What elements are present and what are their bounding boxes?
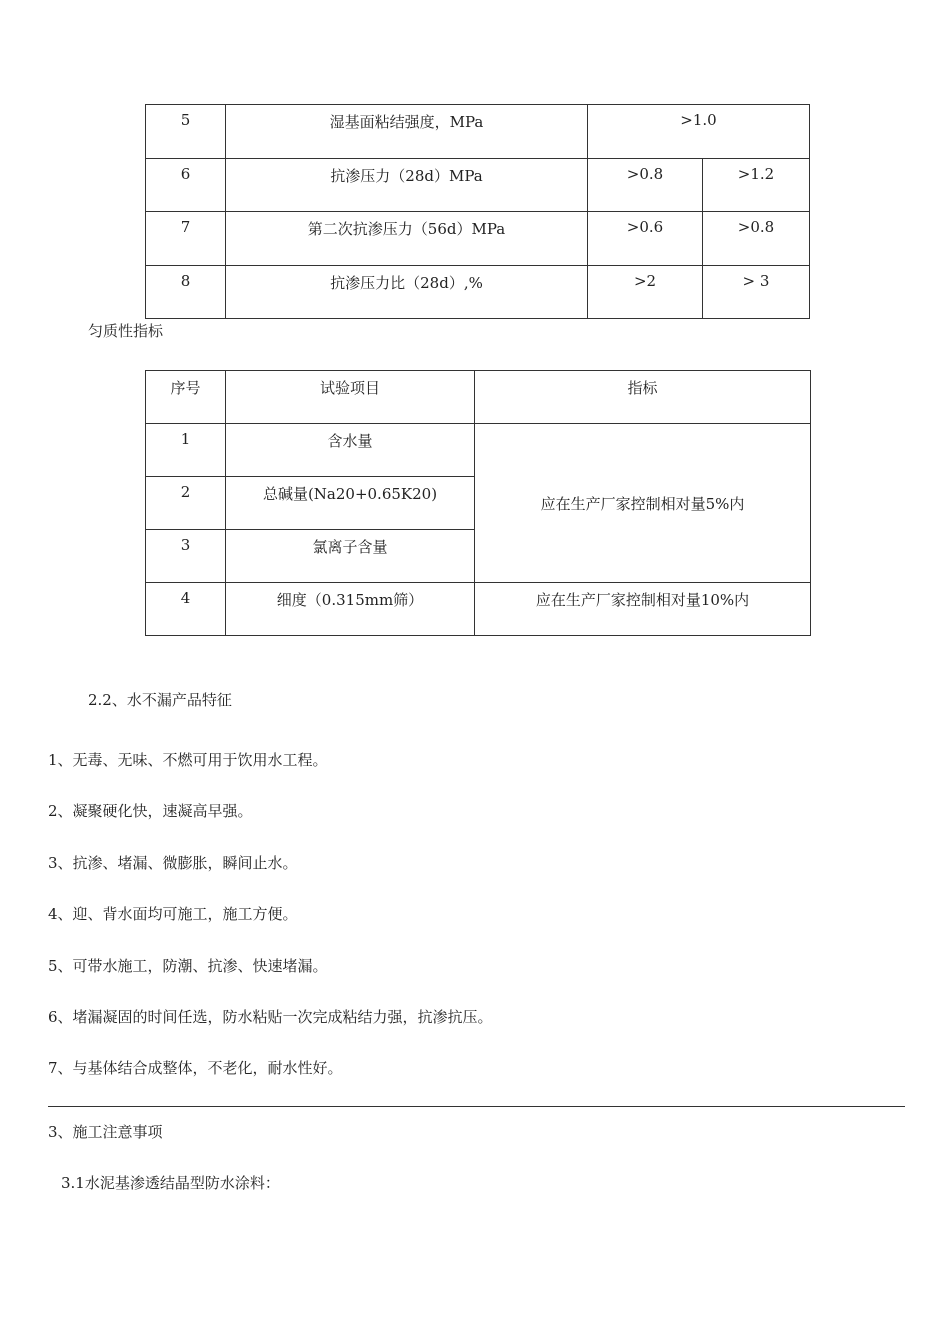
column-header: 序号 xyxy=(146,371,226,424)
test-item: 细度（0.315mm筛） xyxy=(226,583,475,636)
table-row xyxy=(146,158,810,212)
column-header: 试验项目 xyxy=(226,371,475,424)
feature-item: 3、抗渗、堵漏、微膨胀，瞬间止水。 xyxy=(48,854,298,872)
feature-item: 4、迎、背水面均可施工，施工方便。 xyxy=(48,905,298,923)
test-value: >0.8 xyxy=(703,212,810,266)
section-title: 匀质性指标 xyxy=(88,322,164,340)
test-item: 氯离子含量 xyxy=(226,530,475,583)
table-row xyxy=(146,105,810,159)
row-number: 5 xyxy=(146,105,226,159)
test-value: >0.6 xyxy=(588,212,703,266)
test-item: 总碱量(Na20+0.65K20) xyxy=(226,477,475,530)
column-header: 指标 xyxy=(475,371,811,424)
indicator-value: 应在生产厂家控制相对量10%内 xyxy=(475,583,811,636)
table-header-row xyxy=(146,371,811,424)
row-number: 7 xyxy=(146,212,226,266)
feature-item: 6、堵漏凝固的时间任选，防水粘贴一次完成粘结力强，抗渗抗压。 xyxy=(48,1008,493,1026)
uniformity-table xyxy=(145,370,811,636)
row-number: 8 xyxy=(146,265,226,319)
row-number: 2 xyxy=(146,477,226,530)
test-value: >0.8 xyxy=(588,158,703,212)
subsection-heading: 3.1水泥基渗透结晶型防水涂料： xyxy=(61,1174,280,1192)
table-row xyxy=(146,212,810,266)
table-row xyxy=(146,424,811,477)
test-value: > 3 xyxy=(703,265,810,319)
feature-item: 1、无毒、无味、不燃可用于饮用水工程。 xyxy=(48,751,328,769)
test-value: >1.0 xyxy=(588,105,810,159)
test-item: 含水量 xyxy=(226,424,475,477)
test-item: 抗渗压力比（28d）,% xyxy=(226,265,588,319)
row-number: 4 xyxy=(146,583,226,636)
feature-item: 2、凝聚硬化快，速凝高早强。 xyxy=(48,802,253,820)
row-number: 3 xyxy=(146,530,226,583)
test-item: 抗渗压力（28d）MPa xyxy=(226,158,588,212)
table-row xyxy=(146,583,811,636)
row-number: 1 xyxy=(146,424,226,477)
table-row xyxy=(146,265,810,319)
section-heading: 2.2、水不漏产品特征 xyxy=(88,691,232,709)
test-value: >2 xyxy=(588,265,703,319)
test-item: 湿基面粘结强度，MPa xyxy=(226,105,588,159)
section-heading: 3、施工注意事项 xyxy=(48,1123,163,1141)
test-item: 第二次抗渗压力（56d）MPa xyxy=(226,212,588,266)
row-number: 6 xyxy=(146,158,226,212)
divider xyxy=(48,1106,905,1107)
feature-item: 5、可带水施工，防潮、抗渗、快速堵漏。 xyxy=(48,957,328,975)
test-value: >1.2 xyxy=(703,158,810,212)
performance-table xyxy=(145,104,810,319)
merged-indicator: 应在生产厂家控制相对量5%内 xyxy=(475,424,811,583)
feature-item: 7、与基体结合成整体，不老化，耐水性好。 xyxy=(48,1059,343,1077)
